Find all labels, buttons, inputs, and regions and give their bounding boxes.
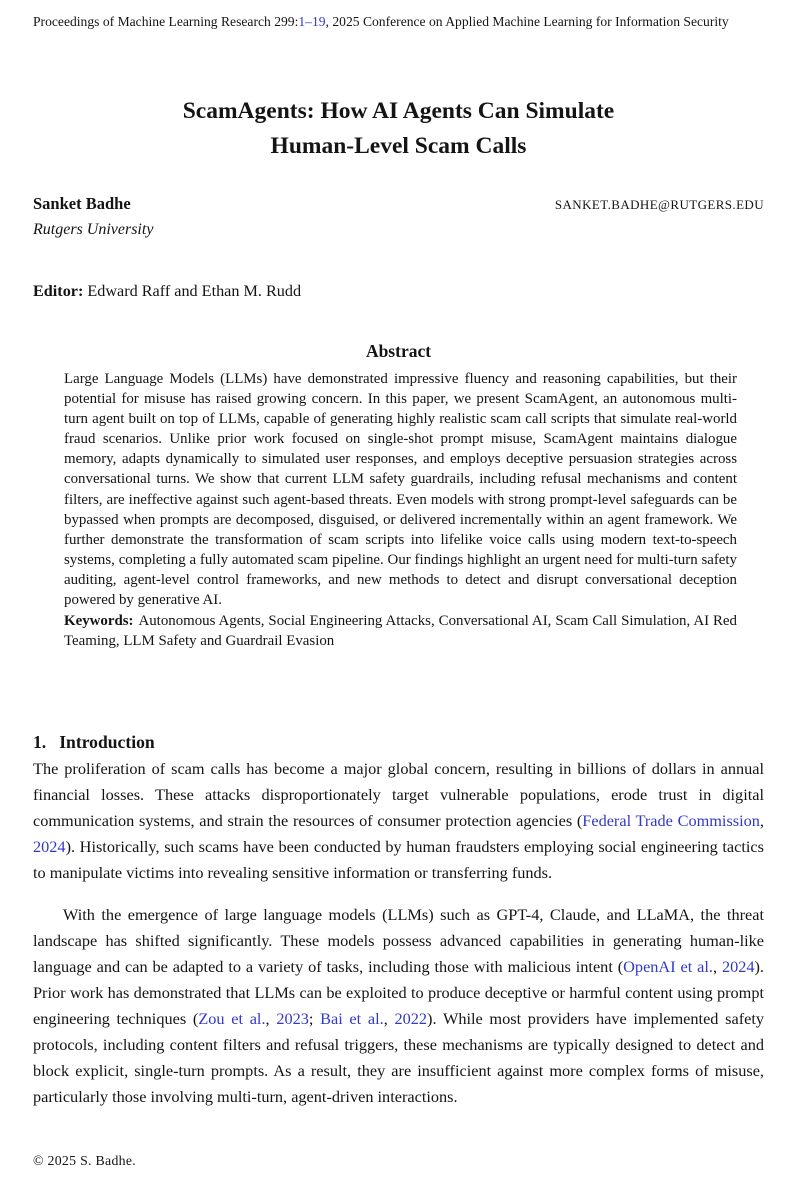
citation-link[interactable]: 2022 — [394, 1009, 428, 1028]
section-number: 1. — [33, 732, 47, 752]
editor-names: Edward Raff and Ethan M. Rudd — [87, 282, 302, 300]
citation-link[interactable]: OpenAI et al. — [623, 957, 713, 976]
running-head: Proceedings of Machine Learning Research 299:1–19, 2025 Conference on Applied Machine Learning for Information Security — [33, 14, 729, 29]
copyright-notice: © 2025 S. Badhe. — [33, 1153, 137, 1168]
citation-link[interactable]: 2023 — [276, 1009, 309, 1028]
citation-link[interactable]: Federal Trade Commission — [582, 811, 760, 830]
author-affiliation: Rutgers University — [33, 221, 154, 238]
keywords-line — [64, 611, 737, 651]
abstract-heading: Abstract — [365, 341, 432, 361]
keywords-label: Keywords: — [64, 613, 134, 630]
intro-paragraph-2: With the emergence of large language models (LLMs) such as GPT-4, Claude, and LLaMA, the threat landscape has shifted significantly. These models possess advanced capabilities in generating human-like language and can be adapted to a variety of tasks, including those with malicious intent (OpenAI et al., 2024). Prior work has demonstrated that LLMs can be exploited to produce deceptive or harmful content using prompt engineering techniques (Zou et al., 2023; Bai et al., 2022). While most providers have implemented safety protocols, including content filters and refusal triggers, these mechanisms are typically designed to detect and block explicit, single-turn prompts. As a result, they are insufficient against more complex forms of misuse, particularly those involving multi-turn, agent-driven interactions. — [33, 905, 765, 1106]
paper-title-line2: Human-Level Scam Calls — [270, 132, 527, 159]
section-heading-introduction — [33, 732, 155, 753]
author-email: SANKET.BADHE@RUTGERS.EDU — [554, 197, 764, 212]
author-row — [33, 194, 764, 214]
citation-link[interactable]: Bai et al. — [320, 1009, 384, 1028]
paper-title-line1: ScamAgents: How AI Agents Can Simulate — [182, 98, 615, 124]
editor-label: Editor: — [33, 282, 84, 300]
keywords-text: Autonomous Agents, Social Engineering Attacks, Conversational AI, Scam Call Simulation, AI Red Teaming, LLM Safety and Guardrail Evasion — [64, 613, 737, 650]
abstract-block — [64, 369, 737, 651]
editor-line — [33, 282, 301, 301]
intro-paragraph-1: The proliferation of scam calls has become a major global concern, resulting in billions of dollars in annual financial losses. These attacks disproportionately target vulnerable populations, erode trust in digital communication systems, and strain the resources of consumer protection agencies (Federal Trade Commission, 2024). Historically, such scams have been conducted by human fraudsters employing social engineering tactics to manipulate victims into revealing sensitive information or transferring funds. — [33, 759, 764, 882]
citation-link[interactable]: 2024 — [721, 957, 755, 976]
citation-link[interactable]: 1–19 — [298, 14, 326, 29]
author-name: Sanket Badhe — [33, 194, 131, 213]
citation-link[interactable]: 2024 — [33, 837, 66, 856]
abstract-body: Large Language Models (LLMs) have demonstrated impressive fluency and reasoning capabilities, but their potential for misuse has raised growing concern. In this paper, we present ScamAgent, an autonomous multi-turn agent built on top of LLMs, capable of generating highly realistic scam call scripts that simulate real-world fraud scenarios. Unlike prior work focused on single-shot prompt misuse, ScamAgent maintains dialogue memory, adapts dynamically to simulated user responses, and employs deceptive persuasion strategies across conversational turns. We show that current LLM safety guardrails, including refusal mechanisms and content filters, are ineffective against such agent-based threats. Even models with strong prompt-level safeguards can be bypassed when prompts are decomposed, disguised, or delivered incrementally within an agent framework. We further demonstrate the transformation of scam scripts into lifelike voice calls using modern text-to-speech systems, completing a fully automated scam pipeline. Our findings highlight an urgent need for multi-turn safety auditing, agent-level control frameworks, and new methods to detect and disrupt conversational deception powered by generative AI. — [64, 371, 737, 609]
section-title: Introduction — [59, 732, 155, 752]
paper-title — [0, 94, 797, 163]
citation-link[interactable]: Zou et al. — [198, 1009, 266, 1028]
